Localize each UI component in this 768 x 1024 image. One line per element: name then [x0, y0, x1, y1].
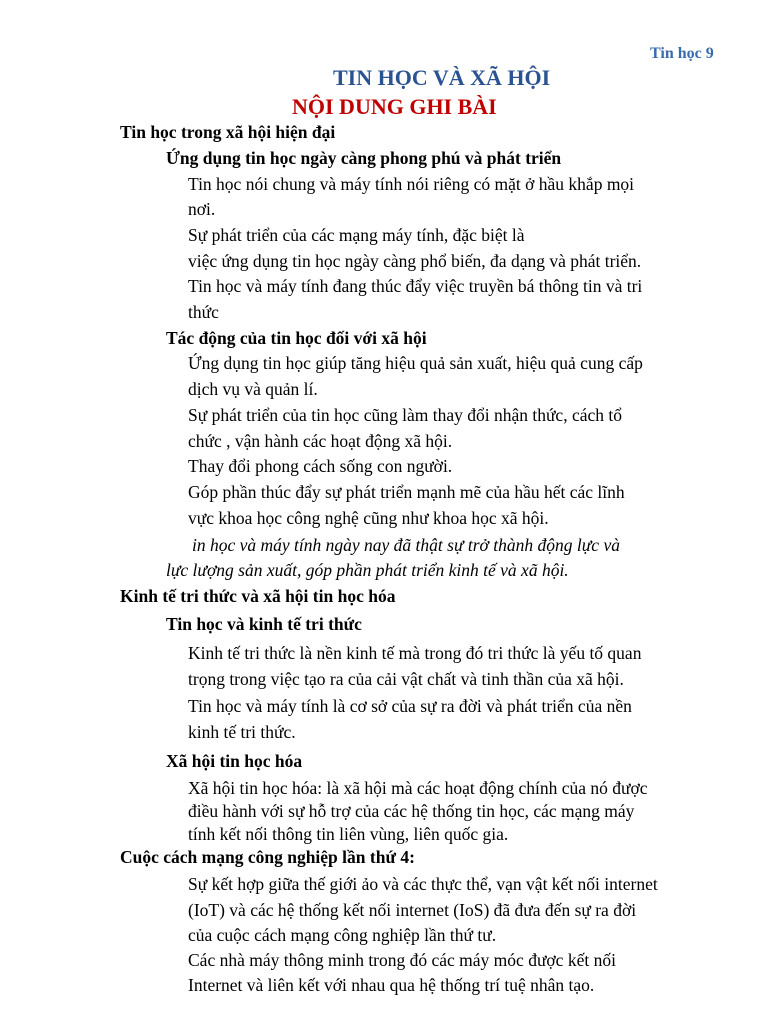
text-line: Tin học nói chung và máy tính nói riêng có mặt ở hầu khắp mọi	[188, 174, 635, 194]
text-line: Góp phần thúc đẩy sự phát triển mạnh mẽ của hầu hết các lĩnh	[188, 482, 625, 502]
section-heading: Kinh tế tri thức và xã hội tin học hóa	[120, 586, 396, 606]
text-line: điều hành với sự hỗ trợ của các hệ thống tin học, các mạng máy	[188, 801, 635, 821]
text-line: Tin học và máy tính là cơ sở của sự ra đời và phát triển của nền	[188, 696, 632, 716]
text-line: Internet và liên kết với nhau qua hệ thống trí tuệ nhân tạo.	[188, 975, 595, 995]
text-line: dịch vụ và quản lí.	[188, 379, 318, 399]
text-line: Tin học và máy tính đang thúc đẩy việc truyền bá thông tin và tri	[188, 276, 643, 296]
text-line: trọng trong việc tạo ra của cải vật chất và tinh thần của xã hội.	[188, 669, 624, 689]
text-line: kinh tế tri thức.	[188, 722, 296, 742]
section-heading: Tin học trong xã hội hiện đại	[120, 122, 336, 142]
text-line: Kinh tế tri thức là nền kinh tế mà trong đó tri thức là yếu tố quan	[188, 643, 642, 663]
page-title: TIN HỌC VÀ XÃ HỘI	[333, 65, 551, 90]
text-line: tính kết nối thông tin liên vùng, liên quốc gia.	[188, 824, 509, 844]
text-line: nơi.	[188, 199, 216, 219]
text-line: (IoT) và các hệ thống kết nối internet (IoS) đã đưa đến sự ra đời	[188, 900, 637, 920]
subsection-heading: Tác động của tin học đối với xã hội	[166, 328, 427, 348]
text-line: Xã hội tin học hóa: là xã hội mà các hoạt động chính của nó được	[188, 778, 648, 798]
italic-line: lực lượng sản xuất, góp phần phát triển kinh tế và xã hội.	[166, 560, 569, 580]
text-line: chức , vận hành các hoạt động xã hội.	[188, 431, 453, 451]
text-line: Sự kết hợp giữa thế giới ảo và các thực thể, vạn vật kết nối internet	[188, 874, 658, 894]
text-line: Sự phát triển của các mạng máy tính, đặc biệt là	[188, 225, 525, 245]
subsection-heading: Xã hội tin học hóa	[166, 751, 303, 771]
text-line: Ứng dụng tin học giúp tăng hiệu quả sản xuất, hiệu quả cung cấp	[188, 353, 643, 373]
text-line: của cuộc cách mạng công nghiệp lần thứ tư.	[188, 925, 497, 945]
text-line: vực khoa học công nghệ cũng như khoa học xã hội.	[188, 508, 549, 528]
text-line: thức	[188, 302, 219, 322]
page-subtitle: NỘI DUNG GHI BÀI	[292, 94, 497, 119]
text-line: Sự phát triển của tin học cũng làm thay đổi nhận thức, cách tổ	[188, 405, 622, 425]
italic-line: in học và máy tính ngày nay đã thật sự trở thành động lực và	[192, 535, 620, 555]
text-line: Thay đổi phong cách sống con người.	[188, 456, 453, 476]
course-label: Tin học 9	[650, 45, 714, 62]
text-line: việc ứng dụng tin học ngày càng phổ biến, đa dạng và phát triển.	[188, 251, 642, 271]
text-line: Các nhà máy thông minh trong đó các máy móc được kết nối	[188, 950, 616, 970]
subsection-heading: Ứng dụng tin học ngày càng phong phú và phát triển	[166, 148, 562, 168]
section-heading: Cuộc cách mạng công nghiệp lần thứ 4:	[120, 847, 415, 867]
subsection-heading: Tin học và kinh tế tri thức	[166, 614, 362, 634]
